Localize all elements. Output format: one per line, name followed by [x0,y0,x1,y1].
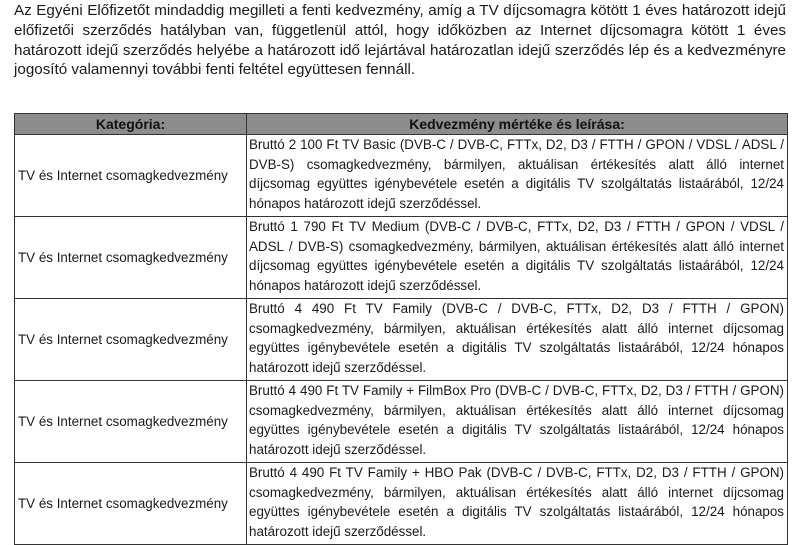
header-category: Kategória: [15,114,247,135]
discount-table [14,113,788,545]
row-description: Bruttó 4 490 Ft TV Family + FilmBox Pro (DVB-C / DVB-C, FTTx, D2, D3 / FTTH / GPON) csomagkedvezmény, bármilyen, aktuálisan értékesítés alatt álló internet díjcsomag együttes igénybevétele esetén a digitális TV szolgáltatás listaárából, 12/24 hónapos határozott idejű szerződéssel. [247,381,788,463]
table-header-row [15,114,788,135]
table-row [15,217,788,299]
header-description: Kedvezmény mértéke és leírása: [247,114,788,135]
row-description: Bruttó 4 490 Ft TV Family + HBO Pak (DVB-C / DVB-C, FTTx, D2, D3 / FTTH / GPON) csomagkedvezmény, bármilyen, aktuálisan értékesítés alatt álló internet díjcsomag együttes igénybevétele esetén a digitális TV szolgáltatás listaárából, 12/24 hónapos határozott idejű szerződéssel. [247,463,788,545]
row-category: TV és Internet csomagkedvezmény [15,217,247,299]
row-category: TV és Internet csomagkedvezmény [15,381,247,463]
row-category: TV és Internet csomagkedvezmény [15,463,247,545]
row-description: Bruttó 4 490 Ft TV Family (DVB-C / DVB-C, FTTx, D2, D3 / FTTH / GPON) csomagkedvezmény, bármilyen, aktuálisan értékesítés alatt álló internet díjcsomag együttes igénybevétele esetén a digitális TV szolgáltatás listaárából, 12/24 hónapos határozott idejű szerződéssel. [247,299,788,381]
row-category: TV és Internet csomagkedvezmény [15,299,247,381]
table-row [15,381,788,463]
row-description: Bruttó 2 100 Ft TV Basic (DVB-C / DVB-C, FTTx, D2, D3 / FTTH / GPON / VDSL / ADSL / DVB-S) csomagkedvezmény, bármilyen, aktuálisan értékesítés alatt álló internet díjcsomag együttes igénybevétele esetén a digitális TV szolgáltatás listaárából, 12/24 hónapos határozott idejű szerződéssel. [247,135,788,217]
table-row [15,299,788,381]
table-row [15,463,788,545]
row-category: TV és Internet csomagkedvezmény [15,135,247,217]
row-description: Bruttó 1 790 Ft TV Medium (DVB-C / DVB-C, FTTx, D2, D3 / FTTH / GPON / VDSL / ADSL / DVB-S) csomagkedvezmény, bármilyen, aktuálisan értékesítés alatt álló internet díjcsomag együttes igénybevétele esetén a digitális TV szolgáltatás listaárából, 12/24 hónapos határozott idejű szerződéssel. [247,217,788,299]
table-row [15,135,788,217]
intro-paragraph: Az Egyéni Előfizetőt mindaddig megilleti a fenti kedvezmény, amíg a TV díjcsomagra kötött 1 éves határozott idejű előfizetői szerződés hatályban van, függetlenül attól, hogy időközben az Internet díjcsomagra kötött 1 éves határozott idejű szerződés helyébe a határozott idő lejártával határozatlan idejű szerződés lép és a kedvezményre jogosító valamennyi további fenti feltétel együttesen fennáll. [14,2,786,79]
